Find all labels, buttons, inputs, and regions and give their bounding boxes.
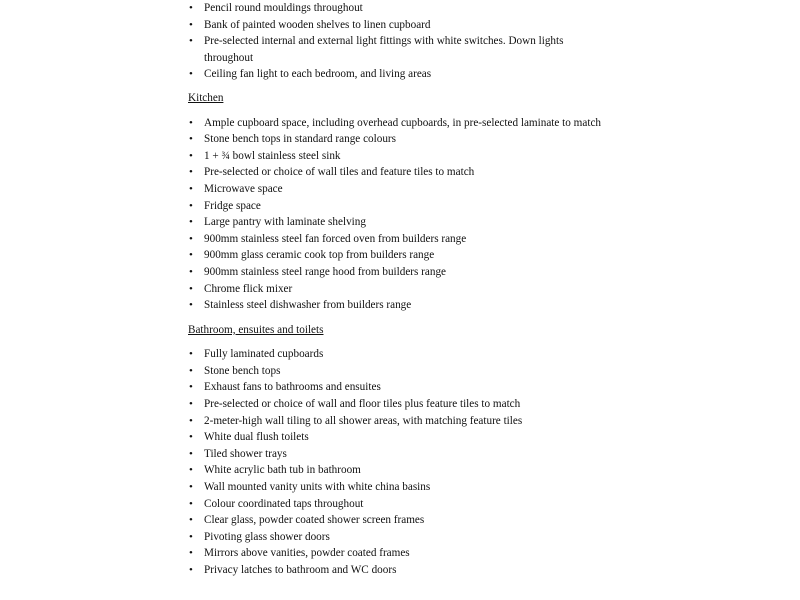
list-item (0, 363, 800, 380)
kitchen-heading: Kitchen (188, 91, 224, 104)
bullet-icon: • (189, 68, 193, 81)
list-item (0, 33, 800, 66)
list-item-text: 900mm glass ceramic cook top from builders range (204, 249, 435, 262)
bullet-icon: • (189, 116, 193, 129)
list-item (0, 379, 800, 396)
bullet-icon: • (189, 530, 193, 543)
list-item-text: White acrylic bath tub in bathroom (204, 464, 361, 477)
list-item (0, 231, 800, 248)
list-item-text: Pivoting glass shower doors (204, 530, 330, 543)
bathroom-heading: Bathroom, ensuites and toilets (188, 323, 324, 336)
bullet-icon: • (189, 447, 193, 460)
list-item (0, 396, 800, 413)
list-item-text: Clear glass, powder coated shower screen frames (204, 514, 425, 527)
list-item-text: 900mm stainless steel fan forced oven from builders range (204, 232, 467, 245)
list-item (0, 545, 800, 562)
list-item (0, 131, 800, 148)
list-item (0, 148, 800, 165)
bullet-icon: • (189, 348, 193, 361)
bullet-icon: • (189, 398, 193, 411)
list-item (0, 214, 800, 231)
bullet-icon: • (189, 2, 193, 14)
list-item (0, 413, 800, 430)
list-item-text: Fridge space (204, 199, 261, 212)
list-item (0, 17, 800, 34)
bullet-icon: • (189, 547, 193, 560)
general-features-list (0, 0, 800, 83)
list-item (0, 512, 800, 529)
bullet-icon: • (189, 182, 193, 195)
list-item (0, 181, 800, 198)
list-item-text: Stone bench tops in standard range colours (204, 133, 397, 146)
list-item (0, 529, 800, 546)
list-item (0, 115, 800, 132)
list-item (0, 0, 800, 17)
list-item (0, 247, 800, 264)
bullet-icon: • (189, 232, 193, 245)
bullet-icon: • (189, 497, 193, 510)
list-item (0, 429, 800, 446)
list-item-text: White dual flush toilets (204, 431, 309, 444)
list-item-text: Fully laminated cupboards (204, 348, 324, 361)
list-item (0, 264, 800, 281)
bullet-icon: • (189, 414, 193, 427)
bullet-icon: • (189, 149, 193, 162)
list-item (0, 164, 800, 181)
list-item-text: 1 + ¾ bowl stainless steel sink (204, 149, 341, 162)
list-item-text: Large pantry with laminate shelving (204, 216, 366, 229)
list-item-text: 2-meter-high wall tiling to all shower areas, with matching feature tiles (204, 414, 523, 427)
bullet-icon: • (189, 464, 193, 477)
list-item-text: Exhaust fans to bathrooms and ensuites (204, 381, 381, 394)
bullet-icon: • (189, 431, 193, 444)
list-item-text: Ample cupboard space, including overhead cupboards, in pre-selected laminate to match (204, 116, 602, 129)
bullet-icon: • (189, 364, 193, 377)
list-item (0, 479, 800, 496)
list-item-text: Wall mounted vanity units with white china basins (204, 481, 431, 494)
list-item-text: Privacy latches to bathroom and WC doors (204, 564, 397, 576)
bullet-icon: • (189, 35, 193, 48)
bullet-icon: • (189, 265, 193, 278)
bullet-icon: • (189, 481, 193, 494)
list-item-text: Bank of painted wooden shelves to linen cupboard (204, 18, 431, 31)
list-item (0, 198, 800, 215)
list-item-text: Microwave space (204, 182, 283, 195)
list-item-text: Tiled shower trays (204, 447, 287, 460)
list-item (0, 446, 800, 463)
bullet-icon: • (189, 514, 193, 527)
list-item-text: Pre-selected or choice of wall and floor tiles plus feature tiles to match (204, 398, 521, 411)
list-item-text: Pre-selected or choice of wall tiles and feature tiles to match (204, 166, 475, 179)
list-item-text: Pre-selected internal and external light fittings with white switches. Down lights throughout (204, 35, 564, 64)
list-item (0, 297, 800, 314)
list-item (0, 346, 800, 363)
list-item (0, 462, 800, 479)
bullet-icon: • (189, 299, 193, 312)
list-item-text: Stone bench tops (204, 364, 281, 377)
list-item (0, 66, 800, 83)
bullet-icon: • (189, 249, 193, 262)
list-item-text: Chrome flick mixer (204, 282, 293, 295)
bullet-icon: • (189, 216, 193, 229)
bullet-icon: • (189, 564, 193, 576)
bullet-icon: • (189, 199, 193, 212)
list-item (0, 562, 800, 579)
list-item-text: Colour coordinated taps throughout (204, 497, 364, 510)
bullet-icon: • (189, 381, 193, 394)
bullet-icon: • (189, 166, 193, 179)
list-item (0, 496, 800, 513)
list-item-text: Mirrors above vanities, powder coated frames (204, 547, 410, 560)
list-item (0, 281, 800, 298)
bullet-icon: • (189, 282, 193, 295)
list-item-text: Stainless steel dishwasher from builders range (204, 299, 412, 312)
list-item-text: 900mm stainless steel range hood from builders range (204, 265, 447, 278)
list-item-text: Pencil round mouldings throughout (204, 2, 363, 14)
bullet-icon: • (189, 18, 193, 31)
list-item-text: Ceiling fan light to each bedroom, and living areas (204, 68, 432, 81)
bullet-icon: • (189, 133, 193, 146)
kitchen-features-list (0, 115, 800, 314)
bathroom-features-list (0, 346, 800, 578)
